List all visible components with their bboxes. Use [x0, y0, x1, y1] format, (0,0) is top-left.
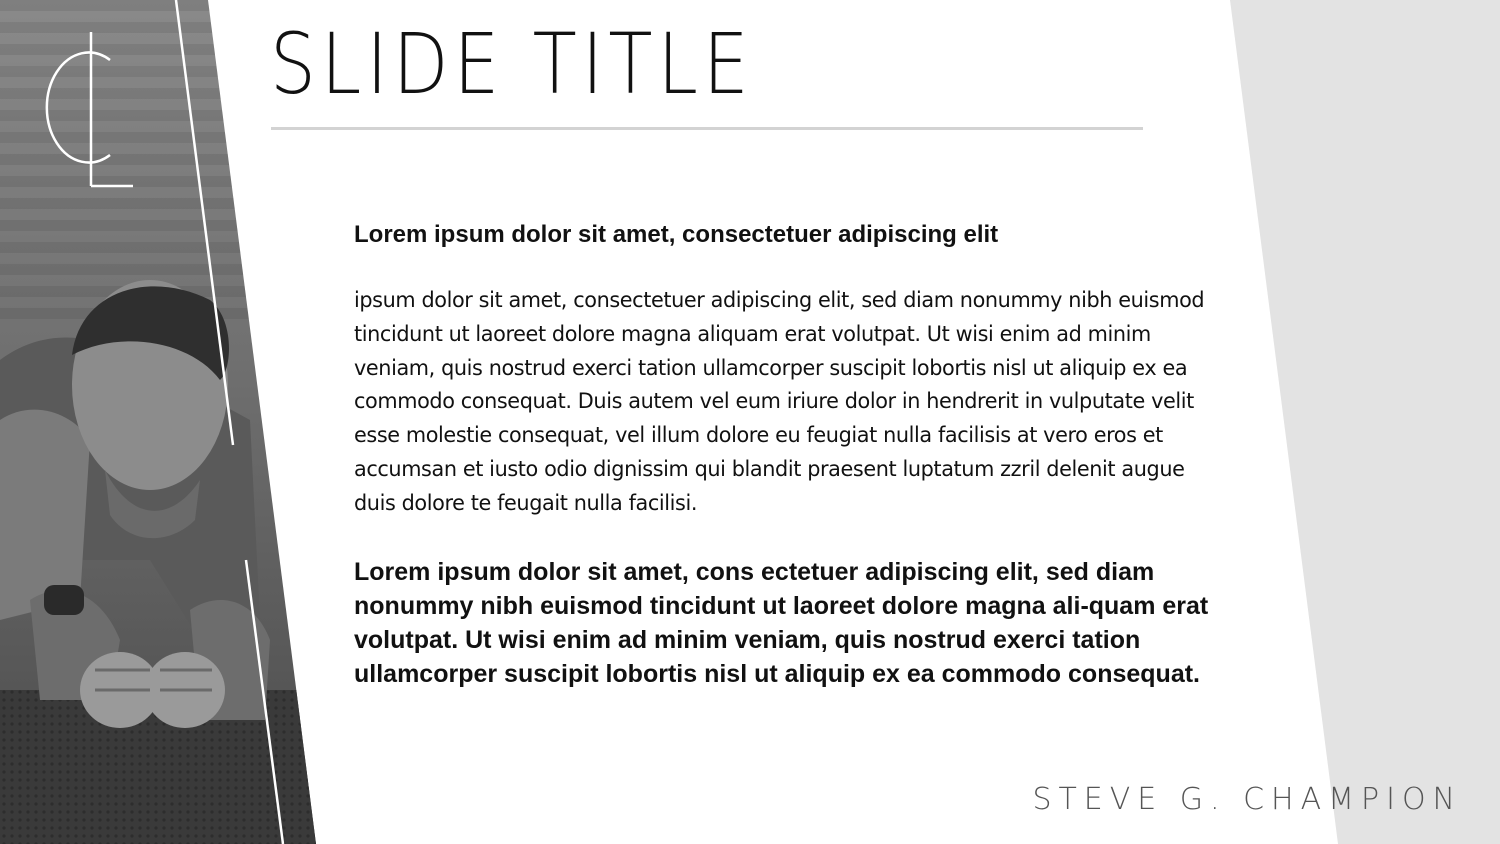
slide-content: [354, 220, 1254, 691]
logo-c-shape: [47, 53, 110, 163]
decor-line-lower: [246, 560, 283, 844]
presenter-name: STEVE G. CHAMPION: [1032, 782, 1462, 817]
content-body: ipsum dolor sit amet, consectetuer adipiscing elit, sed diam nonummy nibh euismod tincidunt ut laoreet dolore magna aliquam erat volutpat. Ut wisi enim ad minim veniam, quis nostrud exerci tation ullamcorper suscipit lobortis nisl ut aliquip ex ea commodo consequat. Duis autem vel eum iriure dolor in hendrerit in vulputate velit esse molestie consequat, vel illum dolore eu feugiat nulla facilisis at vero eros et accumsan et iusto odio dignissim qui blandit praesent luptatum zzril delenit augue duis dolore te feugait nulla facilisi.: [354, 288, 1205, 515]
slide-title: SLIDE TITLE: [270, 15, 754, 113]
content-bold-paragraph: Lorem ipsum dolor sit amet, cons ectetuer adipiscing elit, sed diam nonummy nibh euismod tincidunt ut laoreet dolore magna ali-quam erat volutpat. Ut wisi enim ad minim veniam, quis nostrud exerci tation ullamcorper suscipit lobortis nisl ut aliquip ex ea commodo consequat.: [354, 557, 1209, 688]
content-heading: Lorem ipsum dolor sit amet, consectetuer adipiscing elit: [354, 221, 999, 248]
cl-logo: [47, 32, 133, 186]
decor-line-upper: [176, 0, 233, 445]
title-divider: [271, 127, 1143, 130]
